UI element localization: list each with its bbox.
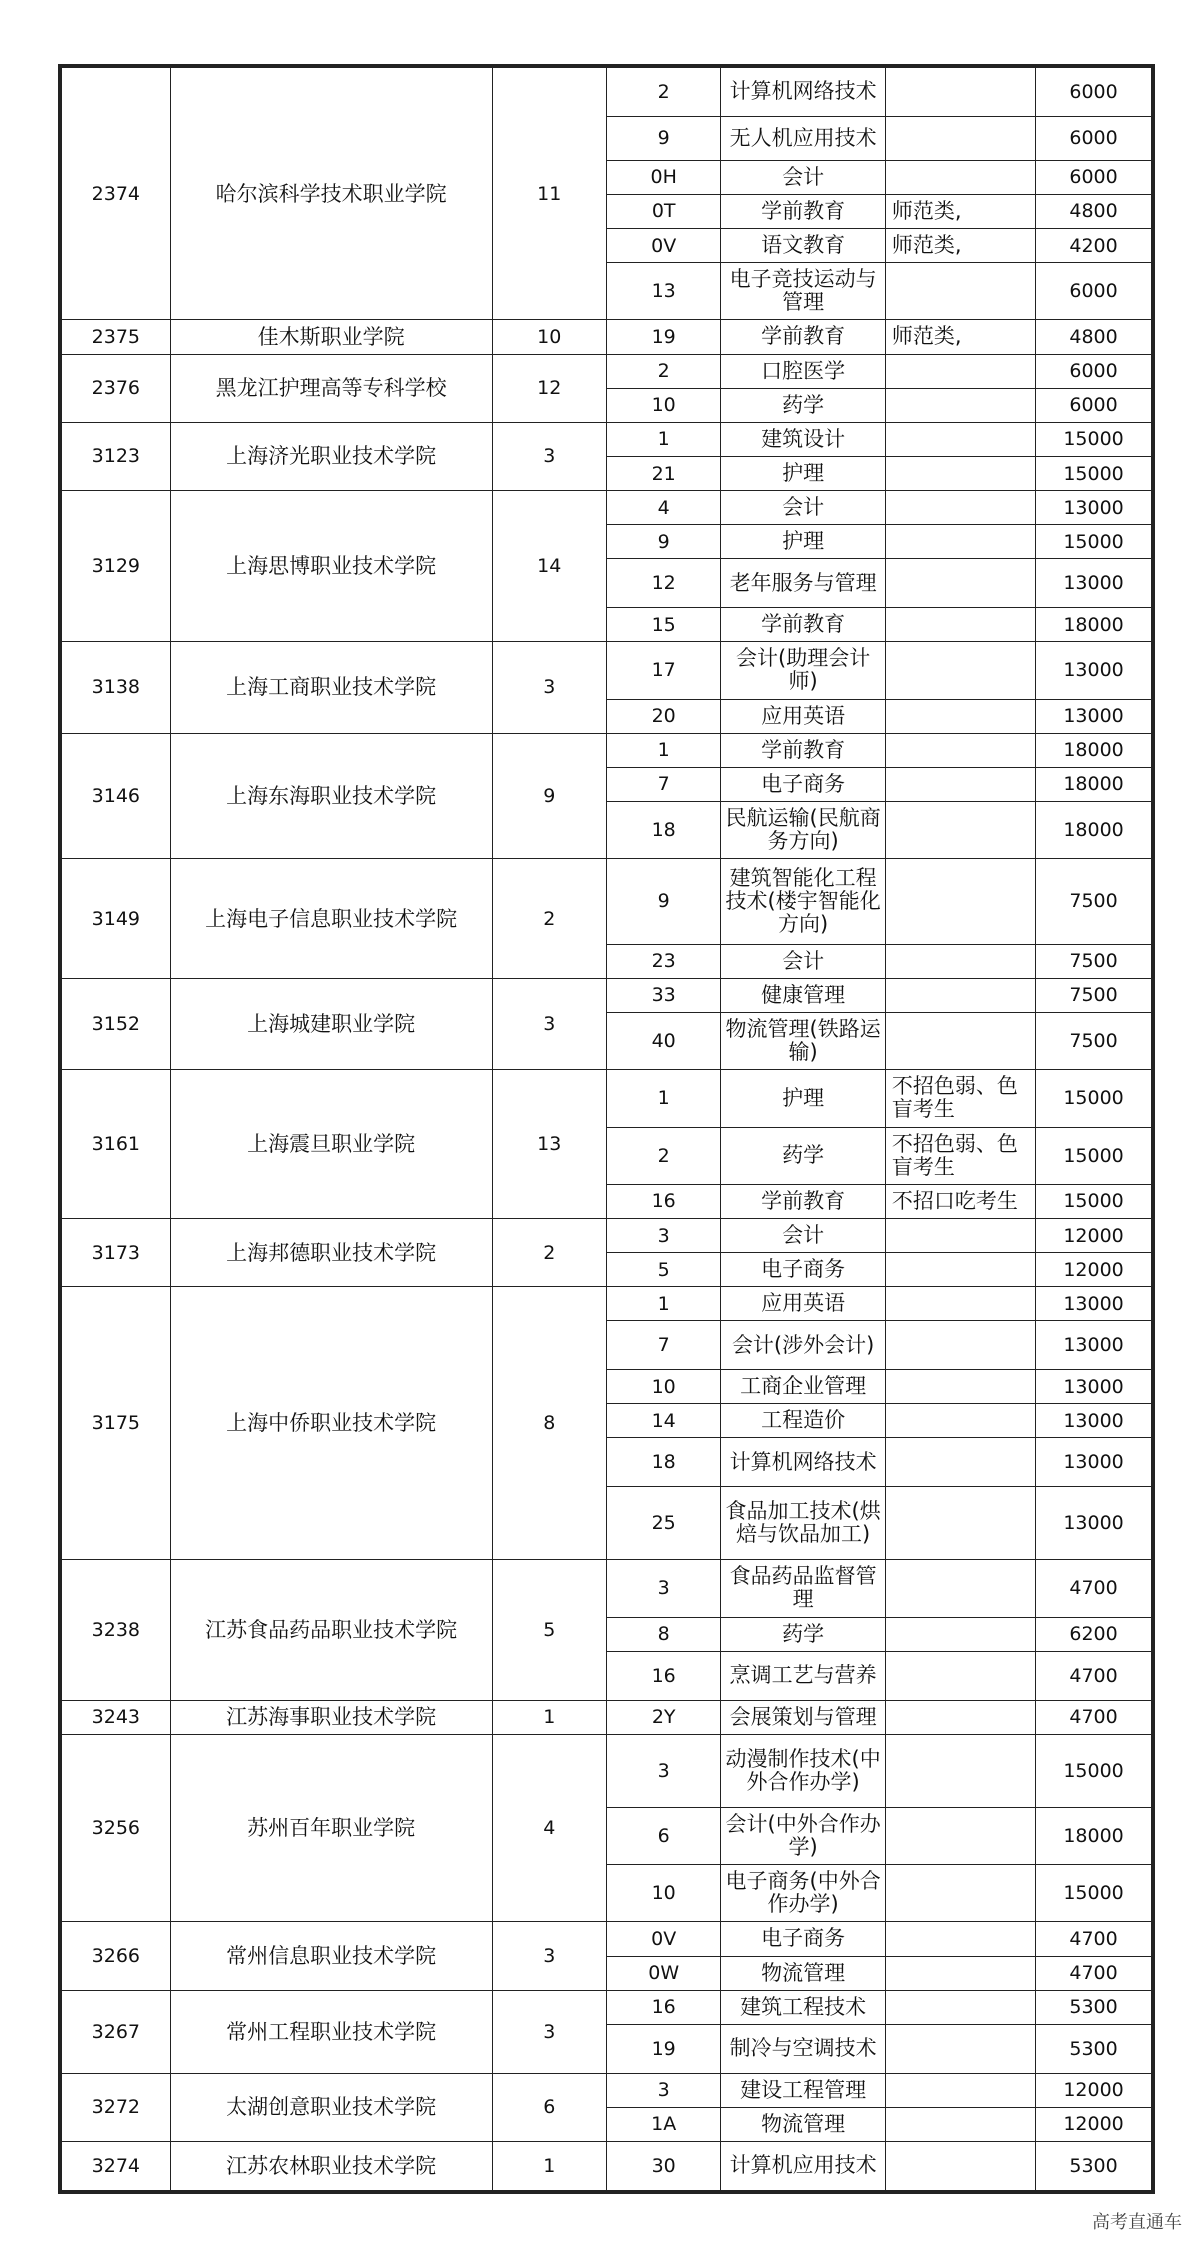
tuition-fee: 5300 — [1036, 2024, 1152, 2073]
school-code: 3267 — [62, 1990, 171, 2073]
tuition-fee: 15000 — [1036, 1734, 1152, 1807]
major-note — [885, 733, 1035, 767]
major-name: 建筑工程技术 — [721, 1990, 886, 2024]
table-row — [62, 422, 1152, 456]
major-name: 建筑设计 — [721, 422, 886, 456]
major-name: 学前教育 — [721, 320, 886, 354]
major-code: 16 — [606, 1651, 720, 1700]
tuition-fee: 12000 — [1036, 1218, 1152, 1252]
tuition-fee: 7500 — [1036, 859, 1152, 944]
major-code: 3 — [606, 1734, 720, 1807]
major-name: 工商企业管理 — [721, 1370, 886, 1404]
major-note — [885, 422, 1035, 456]
school-name: 上海城建职业学院 — [170, 978, 492, 1069]
major-note — [885, 859, 1035, 944]
school-name: 苏州百年职业学院 — [170, 1734, 492, 1922]
school-code: 3243 — [62, 1700, 171, 1734]
tuition-fee: 18000 — [1036, 608, 1152, 642]
school-name: 常州工程职业技术学院 — [170, 1990, 492, 2073]
school-code: 3238 — [62, 1560, 171, 1700]
major-name: 老年服务与管理 — [721, 559, 886, 608]
major-code: 19 — [606, 2024, 720, 2073]
tuition-fee: 6000 — [1036, 263, 1152, 320]
major-code: 12 — [606, 559, 720, 608]
major-name: 物流管理 — [721, 2107, 886, 2141]
major-note — [885, 699, 1035, 733]
tuition-fee: 6000 — [1036, 160, 1152, 194]
school-code: 3123 — [62, 422, 171, 490]
major-code: 1 — [606, 1070, 720, 1127]
tuition-fee: 6000 — [1036, 68, 1152, 117]
major-name: 语文教育 — [721, 228, 886, 262]
table-row — [62, 642, 1152, 699]
table-row — [62, 491, 1152, 525]
watermark: 高考直通车 — [1092, 2212, 1182, 2233]
major-code: 3 — [606, 1560, 720, 1617]
major-name: 计算机应用技术 — [721, 2141, 886, 2190]
major-name: 应用英语 — [721, 1287, 886, 1321]
tuition-fee: 13000 — [1036, 559, 1152, 608]
tuition-fee: 12000 — [1036, 2073, 1152, 2107]
major-code: 10 — [606, 1865, 720, 1922]
major-name: 计算机网络技术 — [721, 1438, 886, 1487]
major-code: 20 — [606, 699, 720, 733]
major-note — [885, 1700, 1035, 1734]
major-note — [885, 608, 1035, 642]
table-row — [62, 68, 1152, 117]
major-code: 9 — [606, 525, 720, 559]
major-note: 师范类, — [885, 228, 1035, 262]
tuition-fee: 15000 — [1036, 422, 1152, 456]
school-name: 太湖创意职业技术学院 — [170, 2073, 492, 2141]
table-row — [62, 354, 1152, 388]
major-name: 健康管理 — [721, 978, 886, 1012]
major-code: 30 — [606, 2141, 720, 2190]
major-code: 1 — [606, 422, 720, 456]
tuition-fee: 13000 — [1036, 699, 1152, 733]
table-row — [62, 733, 1152, 767]
major-note — [885, 1734, 1035, 1807]
plan-count: 3 — [492, 1990, 606, 2073]
tuition-fee: 4700 — [1036, 1651, 1152, 1700]
major-code: 0V — [606, 1922, 720, 1956]
major-note — [885, 1321, 1035, 1370]
school-code: 3266 — [62, 1922, 171, 1990]
major-name: 会展策划与管理 — [721, 1700, 886, 1734]
tuition-fee: 4200 — [1036, 228, 1152, 262]
major-note — [885, 263, 1035, 320]
tuition-fee: 7500 — [1036, 944, 1152, 978]
major-name: 会计(助理会计师) — [721, 642, 886, 699]
major-note: 不招色弱、色盲考生 — [885, 1127, 1035, 1184]
school-name: 上海邦德职业技术学院 — [170, 1218, 492, 1286]
school-name: 上海中侨职业技术学院 — [170, 1287, 492, 1560]
major-note — [885, 1651, 1035, 1700]
major-note — [885, 1560, 1035, 1617]
major-name: 学前教育 — [721, 608, 886, 642]
major-code: 10 — [606, 1370, 720, 1404]
table-row — [62, 1070, 1152, 1127]
major-code: 9 — [606, 859, 720, 944]
major-code: 19 — [606, 320, 720, 354]
major-name: 无人机应用技术 — [721, 116, 886, 160]
table-row — [62, 1560, 1152, 1617]
major-note — [885, 801, 1035, 858]
school-name: 江苏农林职业技术学院 — [170, 2141, 492, 2190]
major-note — [885, 978, 1035, 1012]
major-code: 10 — [606, 388, 720, 422]
table-row — [62, 2141, 1152, 2190]
major-name: 电子商务 — [721, 1922, 886, 1956]
plan-count: 3 — [492, 978, 606, 1069]
plan-count: 2 — [492, 1218, 606, 1286]
tuition-fee: 13000 — [1036, 1404, 1152, 1438]
school-code: 3272 — [62, 2073, 171, 2141]
tuition-fee: 15000 — [1036, 525, 1152, 559]
major-code: 9 — [606, 116, 720, 160]
plan-count: 1 — [492, 2141, 606, 2190]
table-row — [62, 320, 1152, 354]
tuition-fee: 4800 — [1036, 320, 1152, 354]
plan-count: 14 — [492, 491, 606, 642]
major-name: 烹调工艺与营养 — [721, 1651, 886, 1700]
major-name: 会计 — [721, 491, 886, 525]
major-code: 5 — [606, 1253, 720, 1287]
major-code: 33 — [606, 978, 720, 1012]
tuition-fee: 6200 — [1036, 1617, 1152, 1651]
major-name: 食品加工技术(烘焙与饮品加工) — [721, 1487, 886, 1560]
major-code: 40 — [606, 1012, 720, 1069]
major-note — [885, 525, 1035, 559]
admission-table-sheet — [58, 64, 1155, 2194]
table-row — [62, 859, 1152, 944]
school-name: 上海工商职业技术学院 — [170, 642, 492, 733]
school-name: 上海济光职业技术学院 — [170, 422, 492, 490]
major-name: 电子竞技运动与管理 — [721, 263, 886, 320]
major-code: 2Y — [606, 1700, 720, 1734]
tuition-fee: 7500 — [1036, 1012, 1152, 1069]
major-note — [885, 1617, 1035, 1651]
major-code: 0H — [606, 160, 720, 194]
major-note: 不招口吃考生 — [885, 1184, 1035, 1218]
school-name: 哈尔滨科学技术职业学院 — [170, 68, 492, 320]
major-code: 0W — [606, 1956, 720, 1990]
major-name: 电子商务 — [721, 1253, 886, 1287]
major-name: 电子商务(中外合作办学) — [721, 1865, 886, 1922]
table-row — [62, 1922, 1152, 1956]
major-note — [885, 1807, 1035, 1864]
major-note — [885, 1990, 1035, 2024]
tuition-fee: 4700 — [1036, 1956, 1152, 1990]
tuition-fee: 13000 — [1036, 491, 1152, 525]
major-note — [885, 767, 1035, 801]
major-code: 1 — [606, 733, 720, 767]
plan-count: 3 — [492, 422, 606, 490]
tuition-fee: 4700 — [1036, 1700, 1152, 1734]
major-code: 7 — [606, 1321, 720, 1370]
tuition-fee: 5300 — [1036, 2141, 1152, 2190]
major-code: 2 — [606, 68, 720, 117]
major-note — [885, 1370, 1035, 1404]
tuition-fee: 7500 — [1036, 978, 1152, 1012]
school-code: 3146 — [62, 733, 171, 859]
major-code: 7 — [606, 767, 720, 801]
major-name: 学前教育 — [721, 194, 886, 228]
tuition-fee: 6000 — [1036, 354, 1152, 388]
table-row — [62, 1218, 1152, 1252]
school-code: 2374 — [62, 68, 171, 320]
major-code: 16 — [606, 1990, 720, 2024]
tuition-fee: 6000 — [1036, 116, 1152, 160]
table-row — [62, 1734, 1152, 1807]
major-name: 护理 — [721, 1070, 886, 1127]
plan-count: 11 — [492, 68, 606, 320]
major-note — [885, 116, 1035, 160]
major-name: 药学 — [721, 1617, 886, 1651]
major-name: 会计 — [721, 944, 886, 978]
major-note — [885, 1253, 1035, 1287]
major-code: 4 — [606, 491, 720, 525]
school-code: 3256 — [62, 1734, 171, 1922]
school-name: 江苏海事职业技术学院 — [170, 1700, 492, 1734]
table-row — [62, 1287, 1152, 1321]
major-code: 23 — [606, 944, 720, 978]
major-code: 17 — [606, 642, 720, 699]
plan-count: 4 — [492, 1734, 606, 1922]
table-row — [62, 978, 1152, 1012]
tuition-fee: 13000 — [1036, 1370, 1152, 1404]
major-note — [885, 2141, 1035, 2190]
tuition-fee: 13000 — [1036, 1287, 1152, 1321]
major-note — [885, 354, 1035, 388]
major-name: 物流管理(铁路运输) — [721, 1012, 886, 1069]
major-name: 电子商务 — [721, 767, 886, 801]
table-row — [62, 1990, 1152, 2024]
school-code: 3173 — [62, 1218, 171, 1286]
school-name: 上海电子信息职业技术学院 — [170, 859, 492, 978]
major-code: 3 — [606, 1218, 720, 1252]
major-code: 15 — [606, 608, 720, 642]
major-note — [885, 1404, 1035, 1438]
major-name: 会计(中外合作办学) — [721, 1807, 886, 1864]
tuition-fee: 15000 — [1036, 1127, 1152, 1184]
major-note — [885, 160, 1035, 194]
major-note: 师范类, — [885, 320, 1035, 354]
major-code: 0T — [606, 194, 720, 228]
tuition-fee: 12000 — [1036, 1253, 1152, 1287]
major-name: 药学 — [721, 388, 886, 422]
major-note — [885, 559, 1035, 608]
tuition-fee: 5300 — [1036, 1990, 1152, 2024]
major-note — [885, 456, 1035, 490]
plan-count: 8 — [492, 1287, 606, 1560]
tuition-fee: 4800 — [1036, 194, 1152, 228]
major-name: 物流管理 — [721, 1956, 886, 1990]
school-name: 黑龙江护理高等专科学校 — [170, 354, 492, 422]
school-code: 3274 — [62, 2141, 171, 2190]
school-code: 3175 — [62, 1287, 171, 1560]
major-name: 工程造价 — [721, 1404, 886, 1438]
major-note — [885, 1438, 1035, 1487]
major-name: 食品药品监督管理 — [721, 1560, 886, 1617]
plan-count: 2 — [492, 859, 606, 978]
plan-count: 3 — [492, 1922, 606, 1990]
major-note — [885, 68, 1035, 117]
school-code: 2376 — [62, 354, 171, 422]
plan-count: 9 — [492, 733, 606, 859]
major-code: 18 — [606, 1438, 720, 1487]
tuition-fee: 4700 — [1036, 1922, 1152, 1956]
table-row — [62, 1700, 1152, 1734]
major-note — [885, 1487, 1035, 1560]
tuition-fee: 18000 — [1036, 733, 1152, 767]
major-name: 建筑智能化工程技术(楼宇智能化方向) — [721, 859, 886, 944]
tuition-fee: 13000 — [1036, 642, 1152, 699]
major-name: 动漫制作技术(中外合作办学) — [721, 1734, 886, 1807]
major-name: 计算机网络技术 — [721, 68, 886, 117]
tuition-fee: 15000 — [1036, 1865, 1152, 1922]
admission-table — [61, 67, 1152, 2191]
major-code: 3 — [606, 2073, 720, 2107]
school-name: 佳木斯职业学院 — [170, 320, 492, 354]
table-row — [62, 2073, 1152, 2107]
school-name: 常州信息职业技术学院 — [170, 1922, 492, 1990]
major-code: 1 — [606, 1287, 720, 1321]
school-code: 3138 — [62, 642, 171, 733]
school-code: 3152 — [62, 978, 171, 1069]
plan-count: 13 — [492, 1070, 606, 1219]
major-note — [885, 1012, 1035, 1069]
school-code: 2375 — [62, 320, 171, 354]
major-name: 护理 — [721, 456, 886, 490]
major-name: 会计 — [721, 160, 886, 194]
tuition-fee: 12000 — [1036, 2107, 1152, 2141]
plan-count: 1 — [492, 1700, 606, 1734]
major-note — [885, 1865, 1035, 1922]
major-note: 不招色弱、色盲考生 — [885, 1070, 1035, 1127]
tuition-fee: 18000 — [1036, 801, 1152, 858]
school-name: 上海震旦职业学院 — [170, 1070, 492, 1219]
major-note — [885, 491, 1035, 525]
tuition-fee: 4700 — [1036, 1560, 1152, 1617]
school-name: 江苏食品药品职业技术学院 — [170, 1560, 492, 1700]
major-code: 14 — [606, 1404, 720, 1438]
major-note — [885, 944, 1035, 978]
major-name: 药学 — [721, 1127, 886, 1184]
major-name: 制冷与空调技术 — [721, 2024, 886, 2073]
major-name: 护理 — [721, 525, 886, 559]
school-name: 上海东海职业技术学院 — [170, 733, 492, 859]
tuition-fee: 13000 — [1036, 1487, 1152, 1560]
major-code: 6 — [606, 1807, 720, 1864]
major-code: 18 — [606, 801, 720, 858]
major-name: 口腔医学 — [721, 354, 886, 388]
major-name: 学前教育 — [721, 1184, 886, 1218]
plan-count: 12 — [492, 354, 606, 422]
major-code: 8 — [606, 1617, 720, 1651]
major-name: 建设工程管理 — [721, 2073, 886, 2107]
tuition-fee: 18000 — [1036, 1807, 1152, 1864]
major-name: 会计(涉外会计) — [721, 1321, 886, 1370]
major-note — [885, 1922, 1035, 1956]
major-note — [885, 1287, 1035, 1321]
school-code: 3161 — [62, 1070, 171, 1219]
major-name: 应用英语 — [721, 699, 886, 733]
major-name: 学前教育 — [721, 733, 886, 767]
major-note — [885, 1956, 1035, 1990]
tuition-fee: 13000 — [1036, 1438, 1152, 1487]
school-code: 3149 — [62, 859, 171, 978]
major-note — [885, 388, 1035, 422]
tuition-fee: 18000 — [1036, 767, 1152, 801]
tuition-fee: 6000 — [1036, 388, 1152, 422]
major-note — [885, 2107, 1035, 2141]
major-code: 2 — [606, 354, 720, 388]
major-code: 2 — [606, 1127, 720, 1184]
tuition-fee: 15000 — [1036, 1070, 1152, 1127]
major-code: 21 — [606, 456, 720, 490]
major-note — [885, 642, 1035, 699]
school-code: 3129 — [62, 491, 171, 642]
major-code: 16 — [606, 1184, 720, 1218]
tuition-fee: 15000 — [1036, 456, 1152, 490]
plan-count: 10 — [492, 320, 606, 354]
major-code: 0V — [606, 228, 720, 262]
plan-count: 5 — [492, 1560, 606, 1700]
plan-count: 6 — [492, 2073, 606, 2141]
major-note: 师范类, — [885, 194, 1035, 228]
tuition-fee: 13000 — [1036, 1321, 1152, 1370]
plan-count: 3 — [492, 642, 606, 733]
school-name: 上海思博职业技术学院 — [170, 491, 492, 642]
major-code: 13 — [606, 263, 720, 320]
tuition-fee: 15000 — [1036, 1184, 1152, 1218]
major-note — [885, 2073, 1035, 2107]
major-note — [885, 1218, 1035, 1252]
major-code: 1A — [606, 2107, 720, 2141]
major-note — [885, 2024, 1035, 2073]
major-name: 民航运输(民航商务方向) — [721, 801, 886, 858]
major-name: 会计 — [721, 1218, 886, 1252]
major-code: 25 — [606, 1487, 720, 1560]
